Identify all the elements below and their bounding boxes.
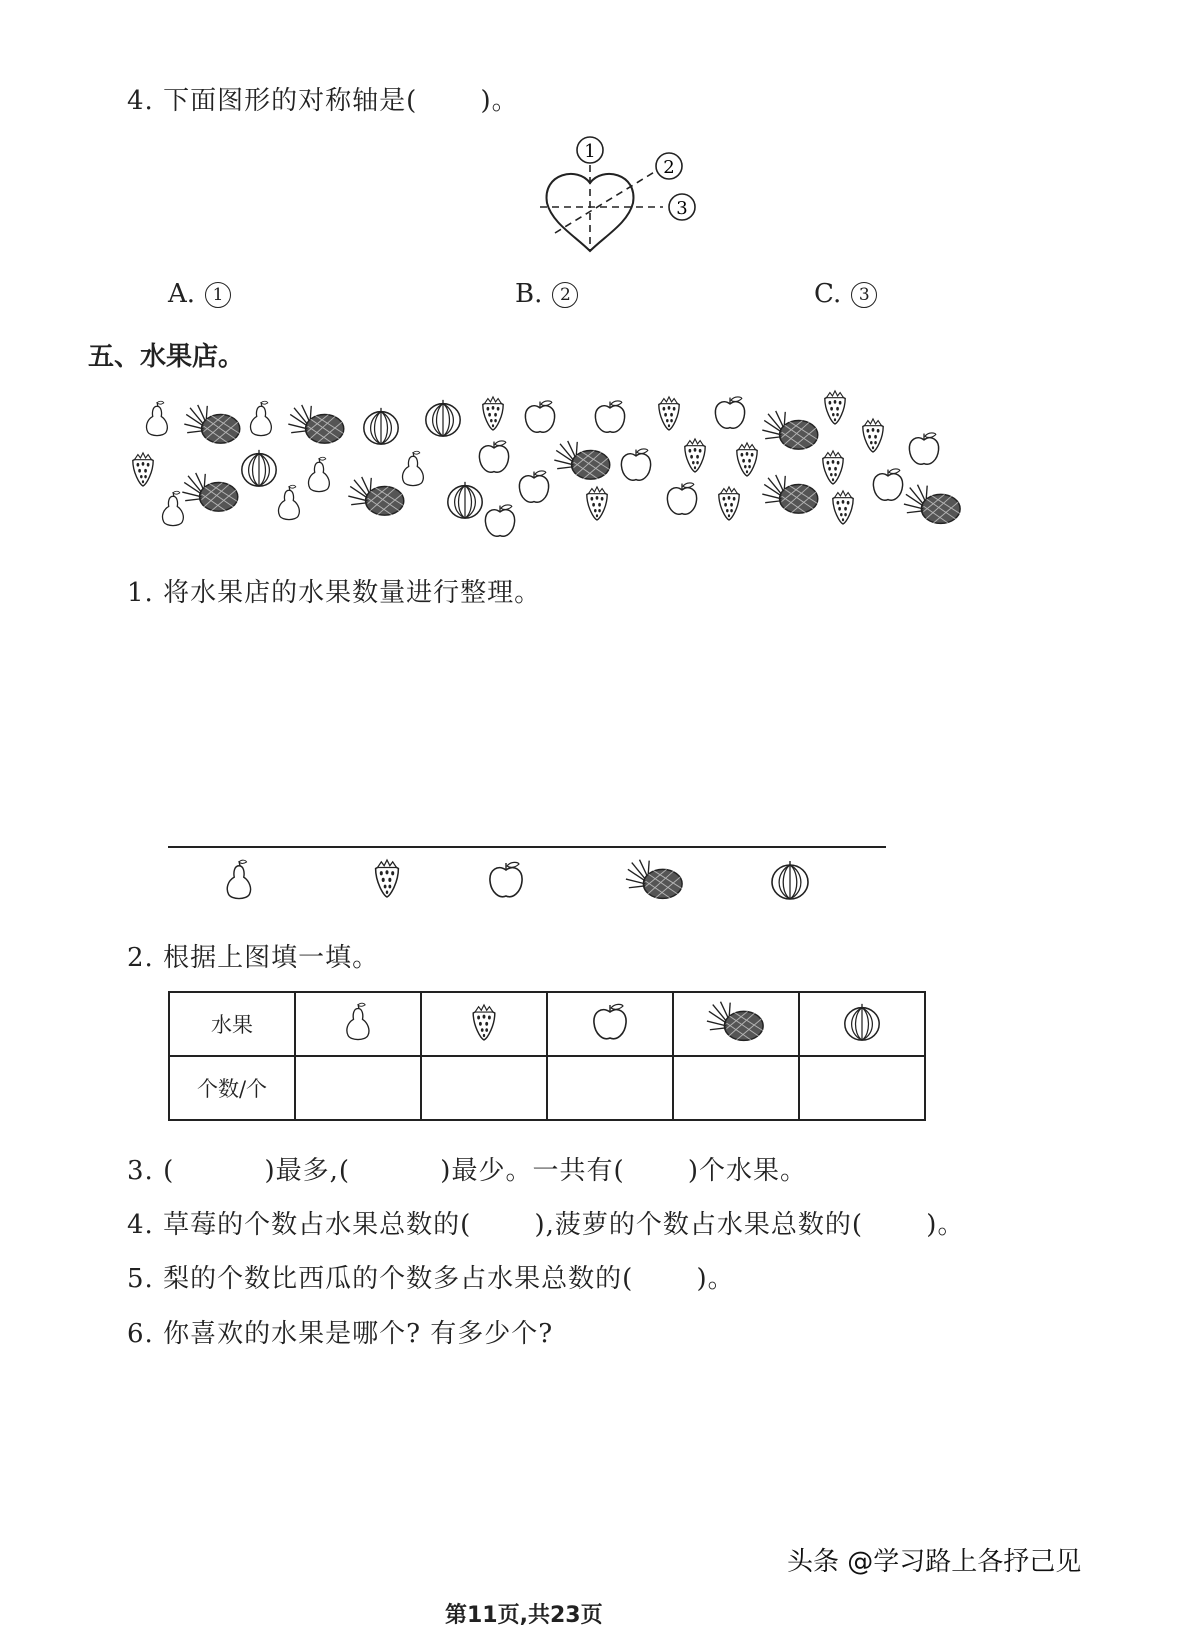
question-5-2-text: 2. 根据上图填一填。 [127,943,380,973]
pineapple-icon [762,475,817,513]
pear-icon [251,401,272,435]
strawberry-icon [685,439,705,472]
axis-2-label: 2 [663,157,675,178]
count-input-watermelon[interactable] [799,1056,925,1120]
strawberry-icon [737,443,757,476]
pear-icon [309,457,330,491]
option-a-number: 1 [205,282,231,308]
pineapple-icon [184,405,239,443]
strawberry-icon [825,391,845,424]
pear-icon [279,485,300,519]
pear-icon [227,860,250,898]
section-5-title: 五、水果店。 [88,342,245,372]
pineapple-icon [288,405,343,443]
table-row-fruit [169,992,925,1056]
strawberry-icon [587,487,607,520]
count-input-strawberry[interactable] [421,1056,547,1120]
strawberry-icon [659,397,679,430]
strawberry-icon [719,487,739,520]
pear-icon [147,401,168,435]
table-cell-apple [547,992,673,1056]
option-c-letter: C. [814,279,842,309]
pineapple-icon [626,860,682,899]
table-header-fruit: 水果 [169,992,295,1056]
apple-icon [519,471,548,502]
count-input-apple[interactable] [547,1056,673,1120]
table-row-count [169,1056,925,1120]
pear-icon [163,491,184,525]
question-5-1-text: 1. 将水果店的水果数量进行整理。 [127,578,542,608]
watermelon-icon [426,400,460,436]
strawberry-icon [833,491,853,524]
pineapple-icon [762,411,817,449]
apple-icon [588,1000,632,1044]
apple-icon [715,397,744,428]
pear-icon [403,451,424,485]
apple-icon [490,862,522,896]
strawberry-icon [133,453,153,486]
table-cell-pineapple [673,992,799,1056]
option-c-number: 3 [851,282,877,308]
pineapple-icon [182,473,237,511]
option-b-number: 2 [552,282,578,308]
apple-icon [909,433,938,464]
axis-1-label: 1 [584,141,596,162]
pineapple-icon [348,477,403,515]
apple-icon [873,469,902,500]
option-b-letter: B. [515,279,543,309]
apple-icon [667,483,696,514]
pineapple-icon [554,441,609,479]
chart-baseline [168,846,886,848]
strawberry-icon [863,419,883,452]
question-4-text: 4. 下面图形的对称轴是( )。 [127,86,519,116]
pineapple-icon [904,485,960,524]
heart-symmetry-figure [520,128,710,258]
table-cell-watermelon [799,992,925,1056]
question-5-5-text: 5. 梨的个数比西瓜的个数多占水果总数的( )。 [127,1264,735,1294]
count-input-pear[interactable] [295,1056,421,1120]
apple-icon [595,401,624,432]
watermelon-icon [364,408,398,444]
strawberry-icon [376,860,399,897]
watermelon-icon [772,861,808,899]
count-input-pineapple[interactable] [673,1056,799,1120]
apple-icon [479,441,508,472]
pear-icon [340,998,376,1046]
option-c[interactable] [814,279,877,309]
apple-icon [525,401,554,432]
option-a[interactable] [168,279,231,309]
watermelon-icon [841,1001,883,1043]
question-5-4-text: 4. 草莓的个数占水果总数的( ),菠萝的个数占水果总数的( )。 [127,1210,965,1240]
question-5-3-text: 3. ( )最多,( )最少。一共有( )个水果。 [127,1156,807,1186]
chart-fruit-axis [200,852,840,908]
question-5-6-text: 6. 你喜欢的水果是哪个? 有多少个? [127,1319,554,1349]
fruit-count-table [168,991,926,1121]
strawberry-icon [483,397,503,430]
watermelon-icon [242,450,276,486]
strawberry-icon [823,451,843,484]
table-header-count: 个数/个 [169,1056,295,1120]
option-a-letter: A. [168,279,196,309]
table-cell-pear [295,992,421,1056]
strawberry-icon [466,999,502,1045]
pineapple-icon [705,999,767,1045]
page-number: 第11页,共23页 [445,1603,603,1628]
option-b[interactable] [515,279,578,309]
axis-3-label: 3 [676,198,688,219]
table-cell-strawberry [421,992,547,1056]
watermark-text: 头条 @学习路上各抒己见 [787,1547,1082,1577]
apple-icon [621,449,650,480]
fruit-shop-illustration [120,383,990,548]
apple-icon [485,505,514,536]
watermelon-icon [448,482,482,518]
